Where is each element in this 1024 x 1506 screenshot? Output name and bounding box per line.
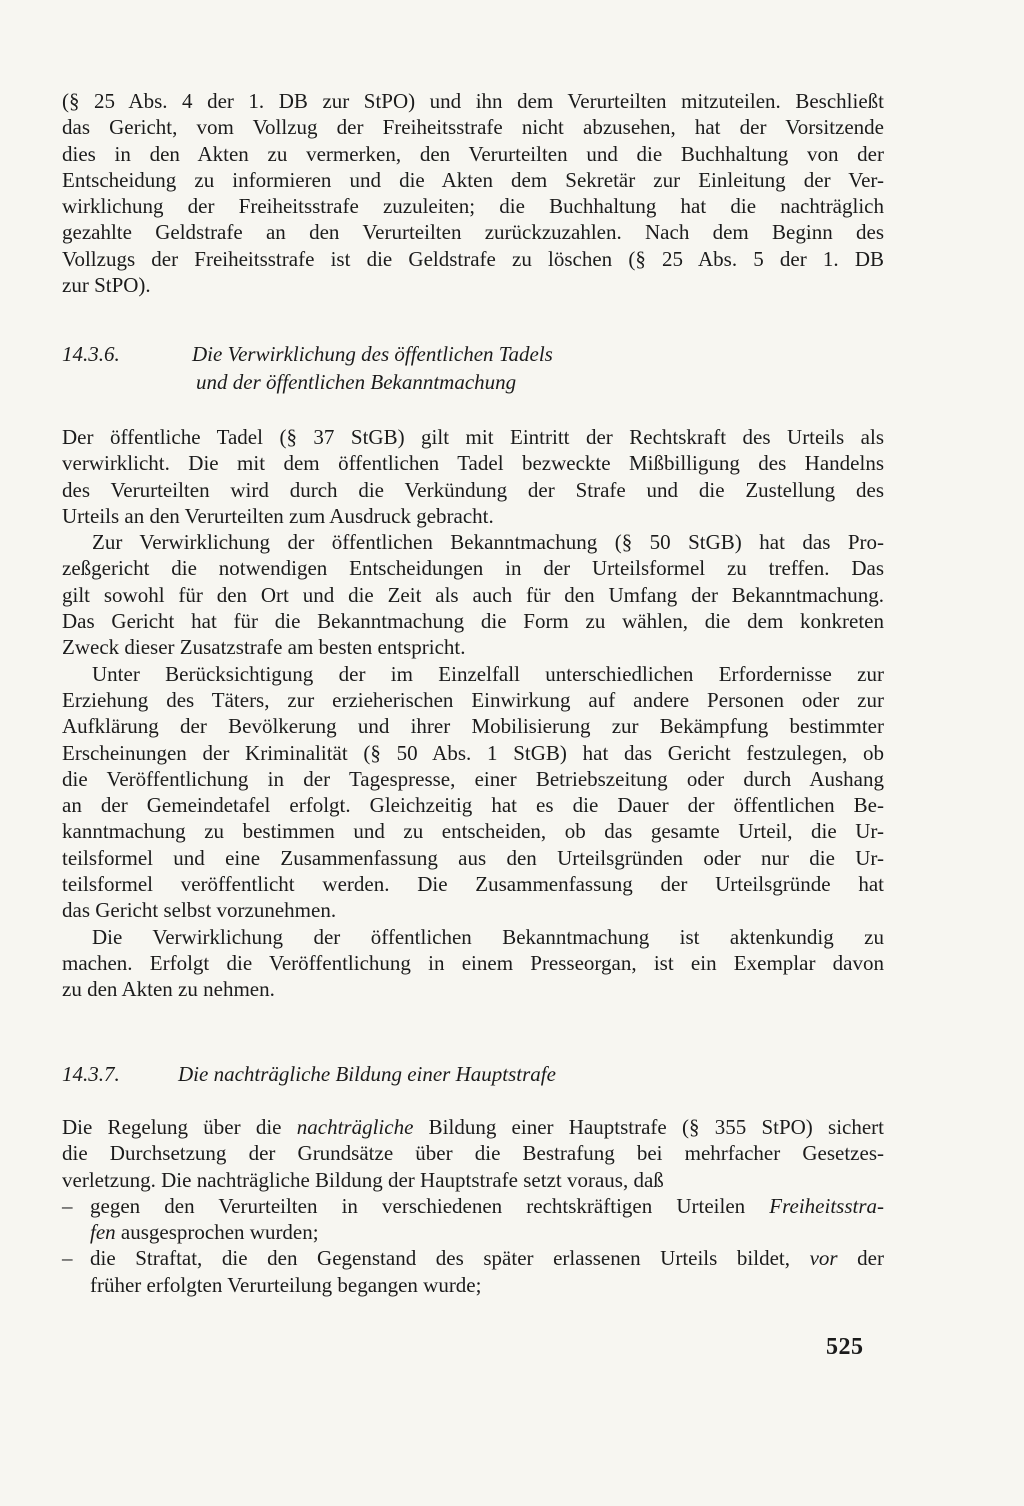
text-line: verletzung. Die nachträgliche Bildung der Hauptstrafe setzt voraus, daß xyxy=(62,1167,664,1192)
text-line: gegen den Verurteilten in verschiedenen rechtskräftigen Urteilen Freiheitsstra- xyxy=(90,1193,885,1218)
emphasis: Freiheitsstra- xyxy=(769,1193,885,1218)
text-line: Die Regelung über die nachträgliche Bildung einer Hauptstrafe (§ 355 StPO) sichert xyxy=(62,1115,885,1139)
dash-bullet: – xyxy=(62,1246,73,1271)
section-body-14-3-6 xyxy=(62,424,884,1003)
text-line: Die Verwirklichung der öffentlichen Bekanntmachung ist aktenkundig zu xyxy=(92,924,884,949)
text-line: machen. Erfolgt die Veröffentlichung in einem Presseorgan, ist ein Exemplar davon xyxy=(62,950,884,975)
text-line: früher erfolgten Verurteilung begangen wurde; xyxy=(90,1272,482,1297)
text-line: Erziehung des Täters, zur erzieherischen Einwirkung auf andere Personen oder zur xyxy=(62,687,884,712)
text-line: kanntmachung zu bestimmen und zu entscheiden, ob das gesamte Urteil, die Ur- xyxy=(62,819,884,844)
emphasis: vor xyxy=(809,1246,838,1271)
page-number: 525 xyxy=(826,1334,864,1360)
paragraph-continued xyxy=(62,88,884,298)
text-line: das Gericht, vom Vollzug der Freiheitsstrafe nicht abzusehen, hat der Vorsitzende xyxy=(62,115,884,140)
section-heading-14-3-7 xyxy=(62,1061,884,1087)
text-line: Zur Verwirklichung der öffentlichen Bekanntmachung (§ 50 StGB) hat das Pro- xyxy=(92,530,884,555)
text-line: an der Gemeindetafel erfolgt. Gleichzeitig hat es die Dauer der öffentlichen Be- xyxy=(62,793,884,818)
text-line: Zweck dieser Zusatzstrafe am besten entspricht. xyxy=(62,635,466,660)
text-line: verwirklicht. Die mit dem öffentlichen Tadel bezweckte Mißbilligung des Handelns xyxy=(62,451,884,476)
text-line: Der öffentliche Tadel (§ 37 StGB) gilt mit Eintritt der Rechtskraft des Urteils als xyxy=(62,425,884,449)
text-line: des Verurteilten wird durch die Verkündung der Strafe und die Zustellung des xyxy=(62,477,884,502)
text-line: Urteils an den Verurteilten zum Ausdruck gebracht. xyxy=(62,503,494,528)
section-number: 14.3.6. xyxy=(62,342,120,366)
text-line: fen ausgesprochen wurden; xyxy=(90,1220,319,1245)
text-line: die Straftat, die den Gegenstand des später erlassenen Urteils bildet, vor der xyxy=(90,1246,884,1271)
text-line: Unter Berücksichtigung der im Einzelfall unterschiedlichen Erfordernisse zur xyxy=(92,661,884,686)
section-body-14-3-7 xyxy=(62,1114,884,1298)
section-number: 14.3.7. xyxy=(62,1062,120,1086)
text-line: wirklichung der Freiheitsstrafe zuzuleiten; die Buchhaltung hat die nachträglich xyxy=(62,194,884,219)
text-line: gilt sowohl für den Ort und die Zeit als auch für den Umfang der Bekanntmachung. xyxy=(62,582,884,607)
text-line: dies in den Akten zu vermerken, den Verurteilten und die Buchhaltung von der xyxy=(62,141,884,166)
section-title: Die nachträgliche Bildung einer Hauptstrafe xyxy=(178,1062,556,1086)
text-line: zeßgericht die notwendigen Entscheidungen in der Urteilsformel zu treffen. Das xyxy=(62,556,884,581)
text-line: Entscheidung zu informieren und die Akten dem Sekretär zur Einleitung der Ver- xyxy=(62,167,884,192)
section-title-line: Die Verwirklichung des öffentlichen Tadels xyxy=(192,342,553,366)
text-line: gezahlte Geldstrafe an den Verurteilten zurückzuzahlen. Nach dem Beginn des xyxy=(62,220,884,245)
text-line: teilsformel und eine Zusammenfassung aus den Urteilsgründen oder nur die Ur- xyxy=(62,845,884,870)
text-line: das Gericht selbst vorzunehmen. xyxy=(62,898,337,923)
list-item xyxy=(62,1245,884,1298)
section-title-line: und der öffentlichen Bekanntmachung xyxy=(196,370,517,394)
text-line: (§ 25 Abs. 4 der 1. DB zur StPO) und ihn dem Verurteilten mitzuteilen. Beschließt xyxy=(62,89,884,113)
text-line: zu den Akten zu nehmen. xyxy=(62,977,275,1002)
emphasis: nachträgliche xyxy=(296,1115,414,1139)
text-line: Das Gericht hat für die Bekanntmachung die Form zu wählen, die dem konkreten xyxy=(62,609,884,634)
text-line: teilsformel veröffentlicht werden. Die Zusammenfassung der Urteilsgründe hat xyxy=(62,872,884,897)
section-heading-14-3-6 xyxy=(62,341,884,393)
text-line: Vollzugs der Freiheitsstrafe ist die Geldstrafe zu löschen (§ 25 Abs. 5 der 1. DB xyxy=(62,246,884,271)
text-line: die Veröffentlichung in der Tagespresse, einer Betriebszeitung oder durch Aushang xyxy=(62,766,884,791)
text-line: die Durchsetzung der Grundsätze über die Bestrafung bei mehrfacher Gesetzes- xyxy=(62,1141,884,1166)
emphasis: fen xyxy=(90,1220,116,1245)
text-line: Erscheinungen der Kriminalität (§ 50 Abs. 1 StGB) hat das Gericht festzulegen, ob xyxy=(62,740,884,765)
dash-bullet: – xyxy=(62,1193,73,1218)
text-line: Aufklärung der Bevölkerung und ihrer Mobilisierung zur Bekämpfung bestimmter xyxy=(62,714,884,739)
list-item xyxy=(62,1193,884,1246)
text-line: zur StPO). xyxy=(62,273,151,298)
